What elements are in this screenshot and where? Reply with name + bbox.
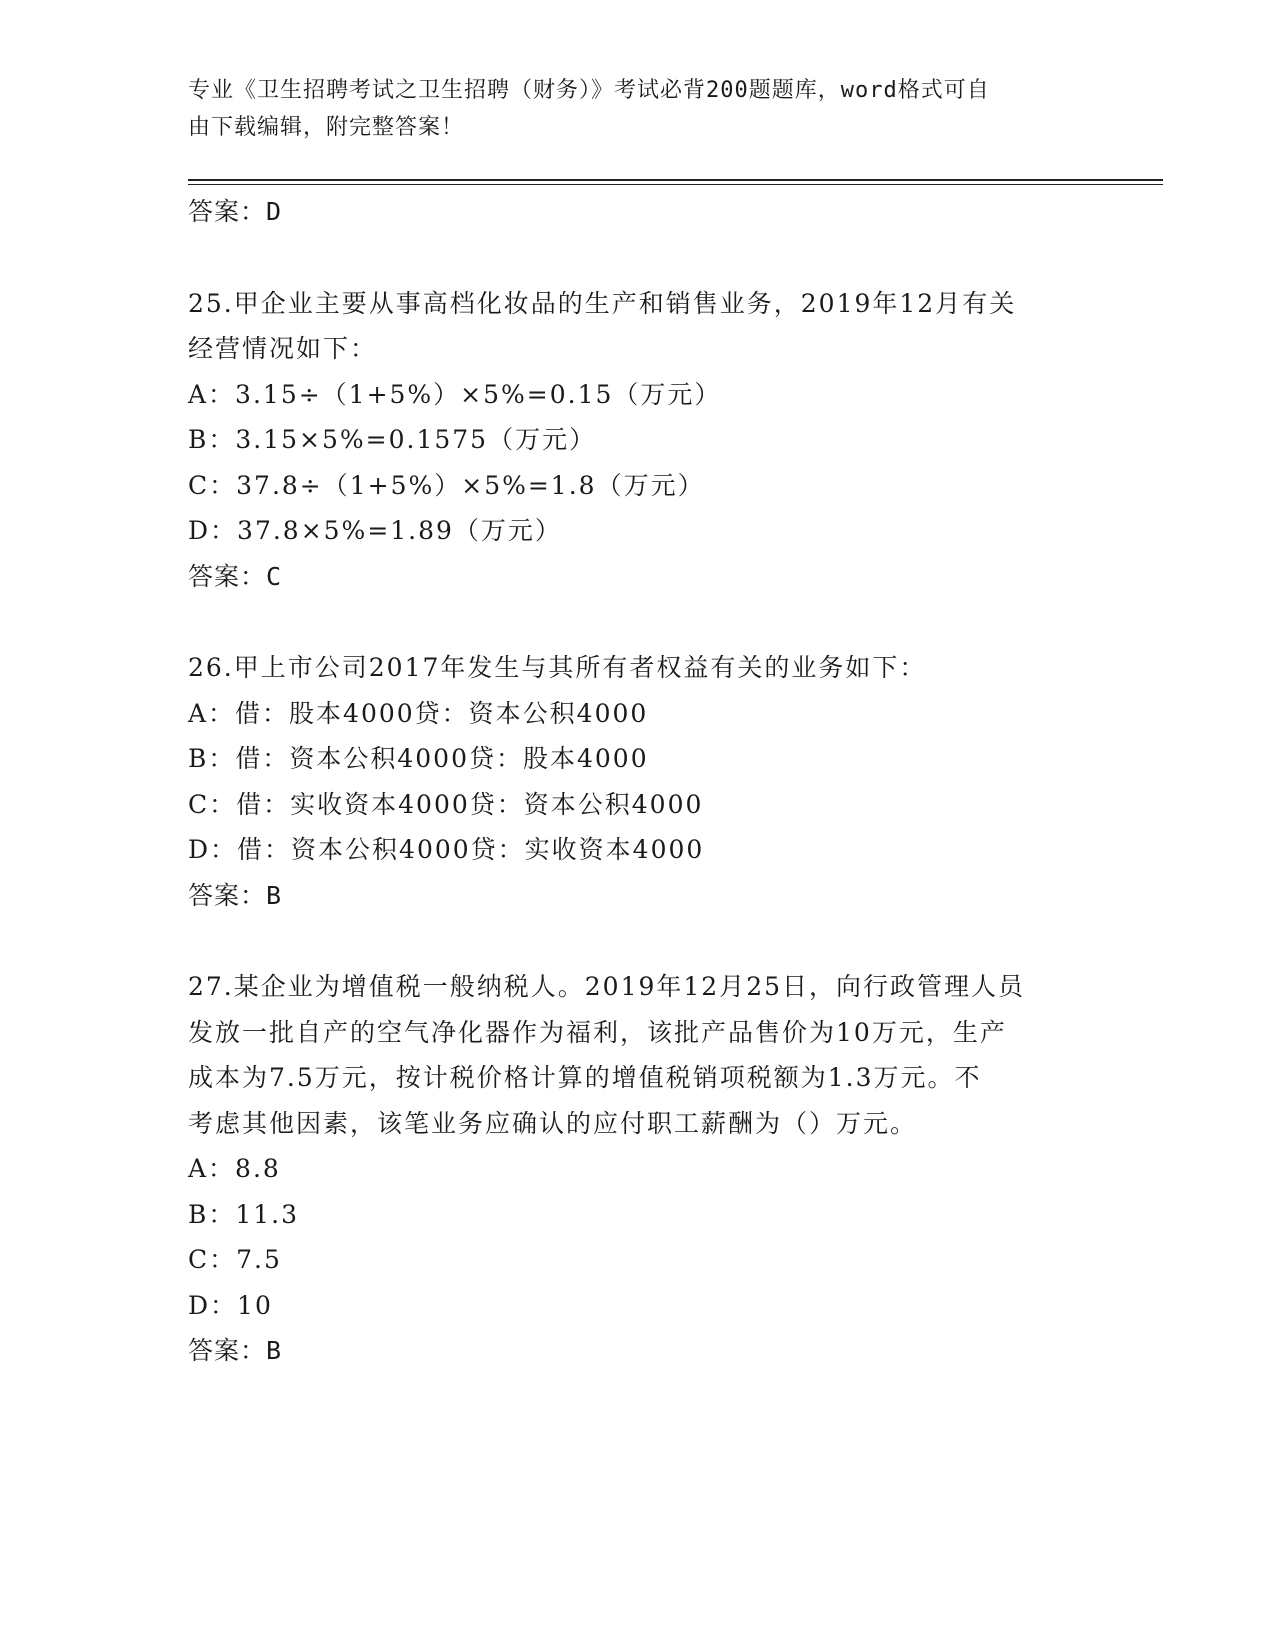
- answer: 答案：B: [188, 1336, 283, 1365]
- option-d: D：借：资本公积4000贷：实收资本4000: [188, 835, 705, 864]
- question-26: [188, 645, 1088, 918]
- option-d: D：10: [188, 1290, 273, 1320]
- header-divider-thick: [188, 179, 1163, 181]
- question-stem-line: 考虑其他因素，该笔业务应确认的应付职工薪酬为（）万元。: [188, 1108, 918, 1138]
- question-stem-line: 发放一批自产的空气净化器作为福利，该批产品售价为10万元，生产: [188, 1017, 1007, 1047]
- question-stem-line: 26.甲上市公司2017年发生与其所有者权益有关的业务如下：: [188, 653, 927, 682]
- option-a: A：8.8: [188, 1154, 281, 1183]
- question-27: [188, 964, 1088, 1374]
- option-d: D：37.8×5%=1.89（万元）: [188, 516, 562, 545]
- question-stem-line: 经营情况如下：: [188, 334, 378, 363]
- option-a: A：3.15÷（1+5%）×5%=0.15（万元）: [188, 379, 722, 409]
- option-b: B：11.3: [188, 1199, 300, 1229]
- header-line-1: 专业《卫生招聘考试之卫生招聘（财务）》考试必背200题题库，word格式可自: [188, 78, 990, 103]
- option-b: B：借：资本公积4000贷：股本4000: [188, 744, 649, 773]
- previous-answer: 答案：D: [188, 197, 283, 226]
- answer: 答案：C: [188, 561, 283, 591]
- header-line-2: 由下载编辑，附完整答案！: [188, 115, 465, 140]
- option-c: C：借：实收资本4000贷：资本公积4000: [188, 789, 704, 819]
- option-c: C：37.8÷（1+5%）×5%=1.8（万元）: [188, 470, 705, 500]
- document-header: [188, 72, 1078, 146]
- header-divider-thin: [188, 184, 1163, 185]
- question-stem-line: 成本为7.5万元，按计税价格计算的增值税销项税额为1.3万元。不: [188, 1063, 982, 1092]
- answer: 答案：B: [188, 880, 283, 910]
- option-b: B：3.15×5%=0.1575（万元）: [188, 425, 597, 454]
- question-25: [188, 281, 1088, 600]
- option-c: C：7.5: [188, 1245, 282, 1274]
- question-stem-line: 25.甲企业主要从事高档化妆品的生产和销售业务，2019年12月有关: [188, 288, 1017, 318]
- option-a: A：借：股本4000贷：资本公积4000: [188, 698, 649, 728]
- question-list: [188, 189, 1088, 1374]
- question-stem-line: 27.某企业为增值税一般纳税人。2019年12月25日，向行政管理人员: [188, 972, 1026, 1001]
